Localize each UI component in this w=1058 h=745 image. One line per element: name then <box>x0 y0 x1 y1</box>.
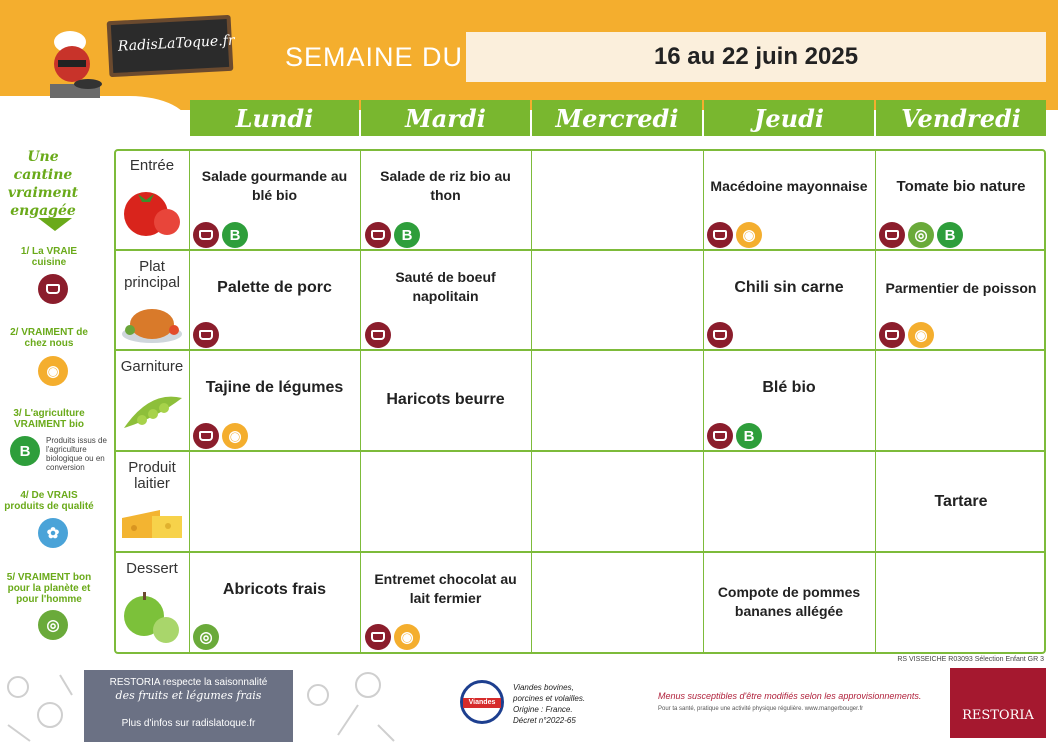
menu-entree-lundi: Salade gourmande au blé bio <box>201 168 348 203</box>
category-garniture: Garniture <box>120 358 184 375</box>
menu-entree-vendredi: Tomate bio nature <box>896 177 1026 195</box>
day-header-jeudi: Jeudi <box>704 100 874 136</box>
category-entree: Entrée <box>129 157 175 174</box>
sidebar-item-5: 5/ VRAIMENT bon pour la planète et pour l'homme <box>6 572 92 605</box>
row-divider <box>114 450 1046 452</box>
badges-dessert-mardi <box>365 624 420 650</box>
homemade-pot-icon <box>879 222 905 248</box>
menu-entree-jeudi: Macédoine mayonnaise <box>710 177 868 194</box>
local-produce-icon: ◉ <box>38 356 68 386</box>
menu-plat-lundi: Palette de porc <box>217 279 332 296</box>
menu-garniture-mardi: Haricots beurre <box>386 391 505 408</box>
local-produce-icon: ◉ <box>908 322 934 348</box>
meat-origin-line: Décret n°2022-65 <box>513 716 576 725</box>
meat-origin-line: Origine : France. <box>513 705 573 714</box>
bio-icon: B <box>222 222 248 248</box>
category-plat: Plat principal <box>124 258 180 291</box>
badges-plat-mardi <box>365 322 391 348</box>
homemade-pot-icon <box>193 222 219 248</box>
day-header-vendredi: Vendredi <box>876 100 1046 136</box>
homemade-pot-icon <box>38 274 68 304</box>
sidebar-arrow-icon <box>38 218 72 231</box>
row-divider <box>114 349 1046 351</box>
promo-line-2: des fruits et légumes frais <box>115 689 262 702</box>
restoria-logo-text: RESTORIA <box>962 708 1034 723</box>
day-header-lundi: Lundi <box>190 100 359 136</box>
menu-laitier-vendredi: Tartare <box>934 493 988 510</box>
promo-line-1: RESTORIA respecte la saisonnalité <box>109 677 268 688</box>
bio-icon: B <box>937 222 963 248</box>
vegetables-sketch-icon <box>0 665 80 745</box>
badges-plat-vendredi <box>879 322 934 348</box>
meat-origin-line: Viandes bovines, <box>513 683 574 692</box>
badges-entree-lundi <box>193 222 248 248</box>
menu-entree-mardi: Salade de riz bio au thon <box>380 168 511 203</box>
week-label: SEMAINE DU <box>285 42 464 72</box>
homemade-pot-icon <box>707 322 733 348</box>
quality-medal-icon: ✿ <box>38 518 68 548</box>
reference-code: RS VISSEICHE R03093 Sélection Enfant GR 3 <box>897 656 1044 663</box>
planet-friendly-icon: ◎ <box>193 624 219 650</box>
menu-plat-jeudi: Chili sin carne <box>734 279 844 296</box>
meat-origin-line: porcines et volailles. <box>513 694 586 703</box>
homemade-pot-icon <box>707 222 733 248</box>
local-produce-icon: ◉ <box>394 624 420 650</box>
local-produce-icon: ◉ <box>222 423 248 449</box>
homemade-pot-icon <box>879 322 905 348</box>
homemade-pot-icon <box>365 222 391 248</box>
menu-garniture-jeudi: Blé bio <box>762 379 816 396</box>
sidebar-item-1: 1/ La VRAIE cuisine <box>20 246 78 268</box>
planet-friendly-icon: ◎ <box>908 222 934 248</box>
health-note: Pour ta santé, pratique une activité physique régulière. www.mangerbouger.fr <box>658 706 864 712</box>
menu-dessert-lundi: Abricots frais <box>222 581 327 598</box>
category-laitier: Produit laitier <box>128 459 176 492</box>
homemade-pot-icon <box>365 322 391 348</box>
badges-plat-lundi <box>193 322 219 348</box>
meat-origin-note <box>513 682 585 726</box>
badges-dessert-lundi <box>193 624 219 650</box>
restoria-logo[interactable] <box>950 668 1046 738</box>
promo-link[interactable]: Plus d'infos sur radislatoque.fr <box>121 718 256 729</box>
sidebar-item-2: 2/ VRAIMENT de chez nous <box>10 327 88 349</box>
tomato-icon <box>120 186 182 238</box>
homemade-pot-icon <box>193 322 219 348</box>
local-produce-icon: ◉ <box>736 222 762 248</box>
vegetables-sketch-icon <box>298 665 398 745</box>
bio-note: Produits issus de l'agriculture biologique ou en conversion <box>46 436 107 472</box>
menu-plat-vendredi: Parmentier de poisson <box>885 280 1037 296</box>
badges-entree-jeudi <box>707 222 762 248</box>
green-apple-icon <box>120 590 182 644</box>
header-wave <box>0 96 190 136</box>
logo-board[interactable] <box>107 15 234 77</box>
sidebar-item-3: 3/ L'agriculture VRAIMENT bio <box>13 408 85 430</box>
day-header-mardi: Mardi <box>361 100 530 136</box>
cheese-icon <box>120 506 186 542</box>
chef-mascot-icon <box>30 22 110 102</box>
viandes-francaises-logo <box>460 680 504 724</box>
menus-disclaimer: Menus susceptibles d'être modifiés selon les approvisionnements. <box>658 691 922 701</box>
menu-plat-mardi: Sauté de boeuf napolitain <box>395 269 496 304</box>
bio-icon: B <box>10 436 40 466</box>
logo-text: RadisLaToque.fr <box>117 32 235 55</box>
sidebar-title: Une cantine vraiment engagée <box>7 149 79 219</box>
viandes-badge-text: Viandes <box>463 698 501 708</box>
column-divider <box>875 149 876 654</box>
badges-garniture-jeudi <box>707 423 762 449</box>
date-range: 16 au 22 juin 2025 <box>466 32 1046 82</box>
homemade-pot-icon <box>365 624 391 650</box>
seasonality-banner[interactable] <box>84 670 293 742</box>
badges-plat-jeudi <box>707 322 733 348</box>
menu-garniture-lundi: Tajine de légumes <box>205 379 344 396</box>
column-divider <box>531 149 532 654</box>
row-divider <box>114 551 1046 553</box>
planet-friendly-icon: ◎ <box>38 610 68 640</box>
homemade-pot-icon <box>193 423 219 449</box>
sidebar-item-4: 4/ De VRAIS produits de qualité <box>4 490 94 512</box>
bio-icon: B <box>394 222 420 248</box>
menu-dessert-mardi: Entremet chocolat au lait fermier <box>374 571 517 606</box>
roast-chicken-icon <box>120 300 184 346</box>
row-divider <box>114 249 1046 251</box>
homemade-pot-icon <box>707 423 733 449</box>
category-dessert: Dessert <box>126 560 178 577</box>
badges-entree-mardi <box>365 222 420 248</box>
badges-entree-vendredi <box>879 222 963 248</box>
badges-garniture-lundi <box>193 423 248 449</box>
day-header-mercredi: Mercredi <box>532 100 702 136</box>
bio-icon: B <box>736 423 762 449</box>
menu-dessert-jeudi: Compote de pommes bananes allégée <box>717 584 861 619</box>
green-peas-icon <box>120 388 186 438</box>
